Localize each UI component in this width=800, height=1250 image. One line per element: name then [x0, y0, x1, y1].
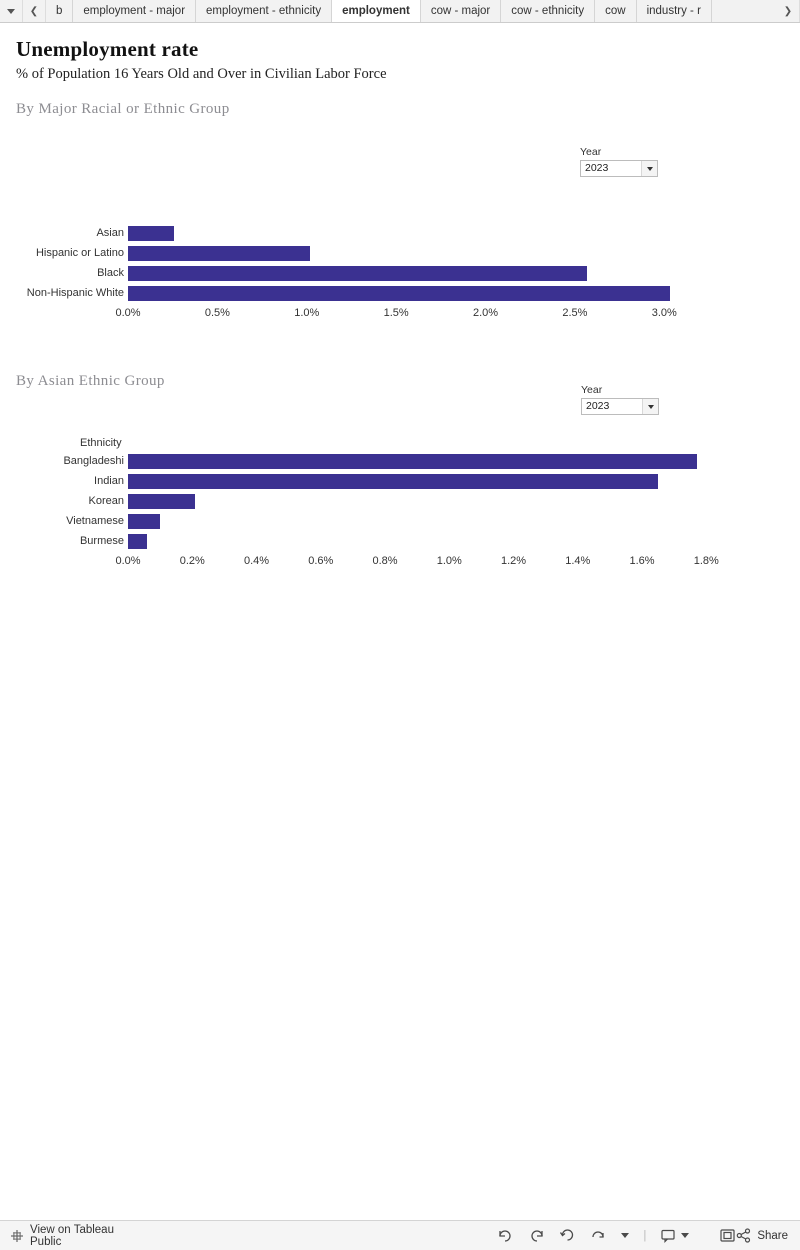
tab-list-dropdown-button[interactable]	[0, 0, 23, 22]
chart-row	[0, 491, 800, 511]
chart-row	[0, 263, 800, 283]
year-select-major[interactable]	[580, 160, 658, 177]
subscribe-icon[interactable]	[660, 1228, 677, 1243]
bar-track	[128, 243, 800, 263]
chart-asian-axis-title: Ethnicity	[80, 437, 122, 449]
share-icon	[736, 1228, 751, 1243]
bar-mark[interactable]	[128, 226, 174, 241]
chart-major-bars	[0, 223, 800, 303]
axis-tick-label: 1.0%	[436, 555, 462, 567]
chart-asian-ethnic-group	[0, 437, 800, 569]
subscribe-dropdown-caret-icon[interactable]	[681, 1233, 689, 1238]
year-select-asian-arrow[interactable]	[642, 399, 658, 414]
axis-tick-label: 1.5%	[383, 307, 409, 319]
bar-track	[128, 491, 800, 511]
axis-tick-label: 1.0%	[294, 307, 320, 319]
year-filter-asian[interactable]	[581, 384, 659, 415]
tab-scroll-left-button[interactable]: ❮	[23, 0, 46, 22]
bar-mark[interactable]	[128, 514, 160, 529]
year-select-major-value: 2023	[585, 162, 609, 174]
bar-mark[interactable]	[128, 494, 195, 509]
page-title: Unemployment rate	[16, 37, 199, 61]
tab-employment-ethnicity[interactable]: employment - ethnicity	[196, 0, 332, 22]
bar-track	[128, 283, 800, 303]
page-subtitle: % of Population 16 Years Old and Over in Civilian Labor Force	[16, 66, 387, 82]
chart-row	[0, 451, 800, 471]
chart-major-x-axis	[115, 303, 728, 321]
tableau-toolbar[interactable]	[0, 1220, 800, 1250]
bar-category-label: Burmese	[79, 535, 124, 547]
axis-tick-label: 0.5%	[204, 307, 230, 319]
bar-category-label: Non-Hispanic White	[26, 287, 124, 299]
axis-tick-label: 1.2%	[500, 555, 527, 567]
view-on-tableau-public-link[interactable]: View on Tableau Public	[30, 1223, 114, 1248]
bar-category-label: Vietnamese	[66, 515, 124, 527]
axis-tick-label: 0.8%	[372, 555, 398, 567]
toolbar-divider: |	[643, 1229, 647, 1242]
share-button[interactable]	[736, 1228, 800, 1243]
undo-icon[interactable]	[497, 1228, 514, 1243]
chart-asian-x-axis	[115, 551, 748, 569]
axis-tick-label: 1.6%	[629, 555, 655, 567]
revert-icon[interactable]	[559, 1228, 576, 1243]
year-select-major-arrow[interactable]	[641, 161, 657, 176]
axis-tick-label: 0.6%	[308, 555, 334, 567]
bar-mark[interactable]	[128, 534, 147, 549]
bar-category-label: Black	[97, 267, 124, 279]
bar-mark[interactable]	[128, 454, 697, 469]
toolbar-actions[interactable]	[497, 1228, 736, 1243]
tab-cow[interactable]: cow	[595, 0, 636, 22]
chart-row	[0, 243, 800, 263]
chart-row	[0, 511, 800, 531]
bar-mark[interactable]	[128, 266, 587, 281]
bar-track	[128, 451, 800, 471]
bar-track	[128, 531, 800, 551]
redo-icon[interactable]	[528, 1228, 545, 1243]
bar-category-label: Bangladeshi	[63, 455, 124, 467]
chevron-down-icon	[7, 9, 15, 14]
section-title-asian: By Asian Ethnic Group	[16, 373, 165, 389]
tab-employment-major[interactable]: employment - major	[73, 0, 196, 22]
tab-partial-left[interactable]: b	[46, 0, 73, 22]
bar-category-label: Indian	[94, 475, 124, 487]
year-select-asian-value: 2023	[586, 400, 610, 412]
bar-track	[128, 223, 800, 243]
bar-mark[interactable]	[128, 286, 670, 301]
axis-tick-label: 0.0%	[115, 307, 141, 319]
bar-track	[128, 511, 800, 531]
bar-mark[interactable]	[128, 474, 658, 489]
tab-industry[interactable]: industry - r	[637, 0, 712, 22]
axis-tick-label: 0.4%	[243, 555, 270, 567]
axis-tick-label: 0.2%	[179, 555, 205, 567]
axis-tick-label: 1.8%	[693, 555, 719, 567]
chevron-down-icon	[648, 405, 654, 409]
refresh-dropdown-caret-icon[interactable]	[621, 1233, 629, 1238]
bar-category-label: Korean	[88, 495, 124, 507]
year-filter-major[interactable]	[580, 146, 658, 177]
year-filter-major-label: Year	[580, 146, 602, 158]
fullscreen-icon[interactable]	[719, 1228, 736, 1243]
axis-tick-label: 2.5%	[562, 307, 588, 319]
tableau-logo-icon	[10, 1229, 24, 1243]
chart-row	[0, 531, 800, 551]
chart-asian-bars	[0, 451, 800, 551]
refresh-icon[interactable]	[590, 1228, 607, 1243]
dashboard	[0, 23, 800, 567]
workbook-tab-bar[interactable]	[0, 0, 800, 23]
chevron-down-icon	[647, 167, 653, 171]
bar-track	[128, 263, 800, 283]
chart-row	[0, 471, 800, 491]
tab-employment[interactable]: employment	[332, 0, 421, 22]
axis-tick-label: 0.0%	[115, 555, 141, 567]
tab-cow-ethnicity[interactable]: cow - ethnicity	[501, 0, 595, 22]
bar-track	[128, 471, 800, 491]
axis-tick-label: 1.4%	[565, 555, 591, 567]
axis-tick-label: 2.0%	[472, 307, 499, 319]
bar-mark[interactable]	[128, 246, 310, 261]
chart-major-racial-group	[0, 223, 800, 321]
tab-cow-major[interactable]: cow - major	[421, 0, 501, 22]
section-title-major: By Major Racial or Ethnic Group	[16, 101, 230, 117]
bar-category-label: Hispanic or Latino	[35, 247, 124, 259]
toolbar-brand[interactable]	[0, 1224, 122, 1248]
bar-category-label: Asian	[96, 227, 124, 239]
axis-tick-label: 3.0%	[651, 307, 677, 319]
chart-row	[0, 223, 800, 243]
year-filter-asian-label: Year	[581, 384, 603, 396]
share-label[interactable]: Share	[757, 1229, 788, 1242]
chart-row	[0, 283, 800, 303]
tab-scroll-right-button[interactable]: ❯	[777, 0, 800, 22]
year-select-asian[interactable]	[581, 398, 659, 415]
